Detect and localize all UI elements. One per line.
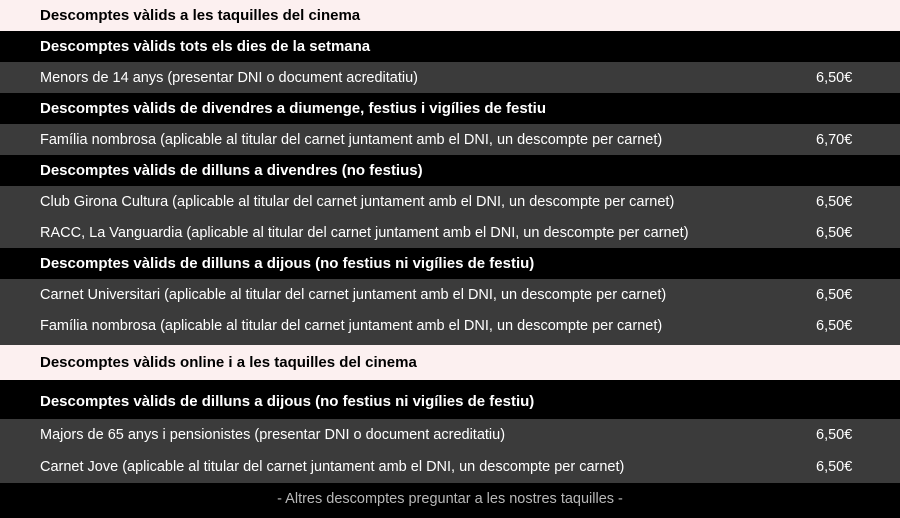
discount-price: 6,50€	[816, 286, 853, 303]
online-discounts-heading: Descomptes vàlids online i a les taquilles del cinema	[0, 345, 900, 380]
table-row	[0, 310, 900, 341]
discount-label: Família nombrosa (aplicable al titular del carnet juntament amb el DNI, un descompte per carnet)	[40, 317, 663, 334]
discount-price: 6,50€	[816, 193, 853, 210]
all-days-heading: Descomptes vàlids tots els dies de la setmana	[0, 31, 900, 62]
discount-label: RACC, La Vanguardia (aplicable al titular del carnet juntament amb el DNI, un descompte per carnet)	[40, 224, 689, 241]
discount-price: 6,70€	[816, 131, 853, 148]
table-row	[0, 62, 900, 93]
table-row	[0, 451, 900, 483]
table-row	[0, 217, 900, 248]
discount-price: 6,50€	[816, 69, 853, 86]
discount-label: Menors de 14 anys (presentar DNI o document acreditatiu)	[40, 69, 418, 86]
table-row	[0, 419, 900, 451]
table-row	[0, 124, 900, 155]
discount-price: 6,50€	[816, 224, 853, 241]
discount-price: 6,50€	[816, 317, 853, 334]
online-mon-thu-heading: Descomptes vàlids de dilluns a dijous (no festius ni vigílies de festiu)	[0, 384, 900, 419]
discount-label: Club Girona Cultura (aplicable al titular del carnet juntament amb el DNI, un descompte per carnet)	[40, 193, 675, 210]
discount-label: Família nombrosa (aplicable al titular del carnet juntament amb el DNI, un descompte per carnet)	[40, 131, 663, 148]
discount-price: 6,50€	[816, 459, 853, 475]
mon-fri-heading: Descomptes vàlids de dilluns a divendres (no festius)	[0, 155, 900, 186]
table-row	[0, 186, 900, 217]
discount-label: Carnet Jove (aplicable al titular del carnet juntament amb el DNI, un descompte per carnet)	[40, 459, 625, 475]
weekend-heading: Descomptes vàlids de divendres a diumenge, festius i vigílies de festiu	[0, 93, 900, 124]
footer-note: - Altres descomptes preguntar a les nostres taquilles -	[0, 483, 900, 515]
discount-label: Carnet Universitari (aplicable al titular del carnet juntament amb el DNI, un descompte per carnet)	[40, 286, 667, 303]
discount-price: 6,50€	[816, 427, 853, 443]
cinema-discounts-heading: Descomptes vàlids a les taquilles del cinema	[0, 0, 900, 31]
table-row	[0, 279, 900, 310]
mon-thu-heading: Descomptes vàlids de dilluns a dijous (no festius ni vigílies de festiu)	[0, 248, 900, 279]
discount-label: Majors de 65 anys i pensionistes (presentar DNI o document acreditatiu)	[40, 427, 506, 443]
